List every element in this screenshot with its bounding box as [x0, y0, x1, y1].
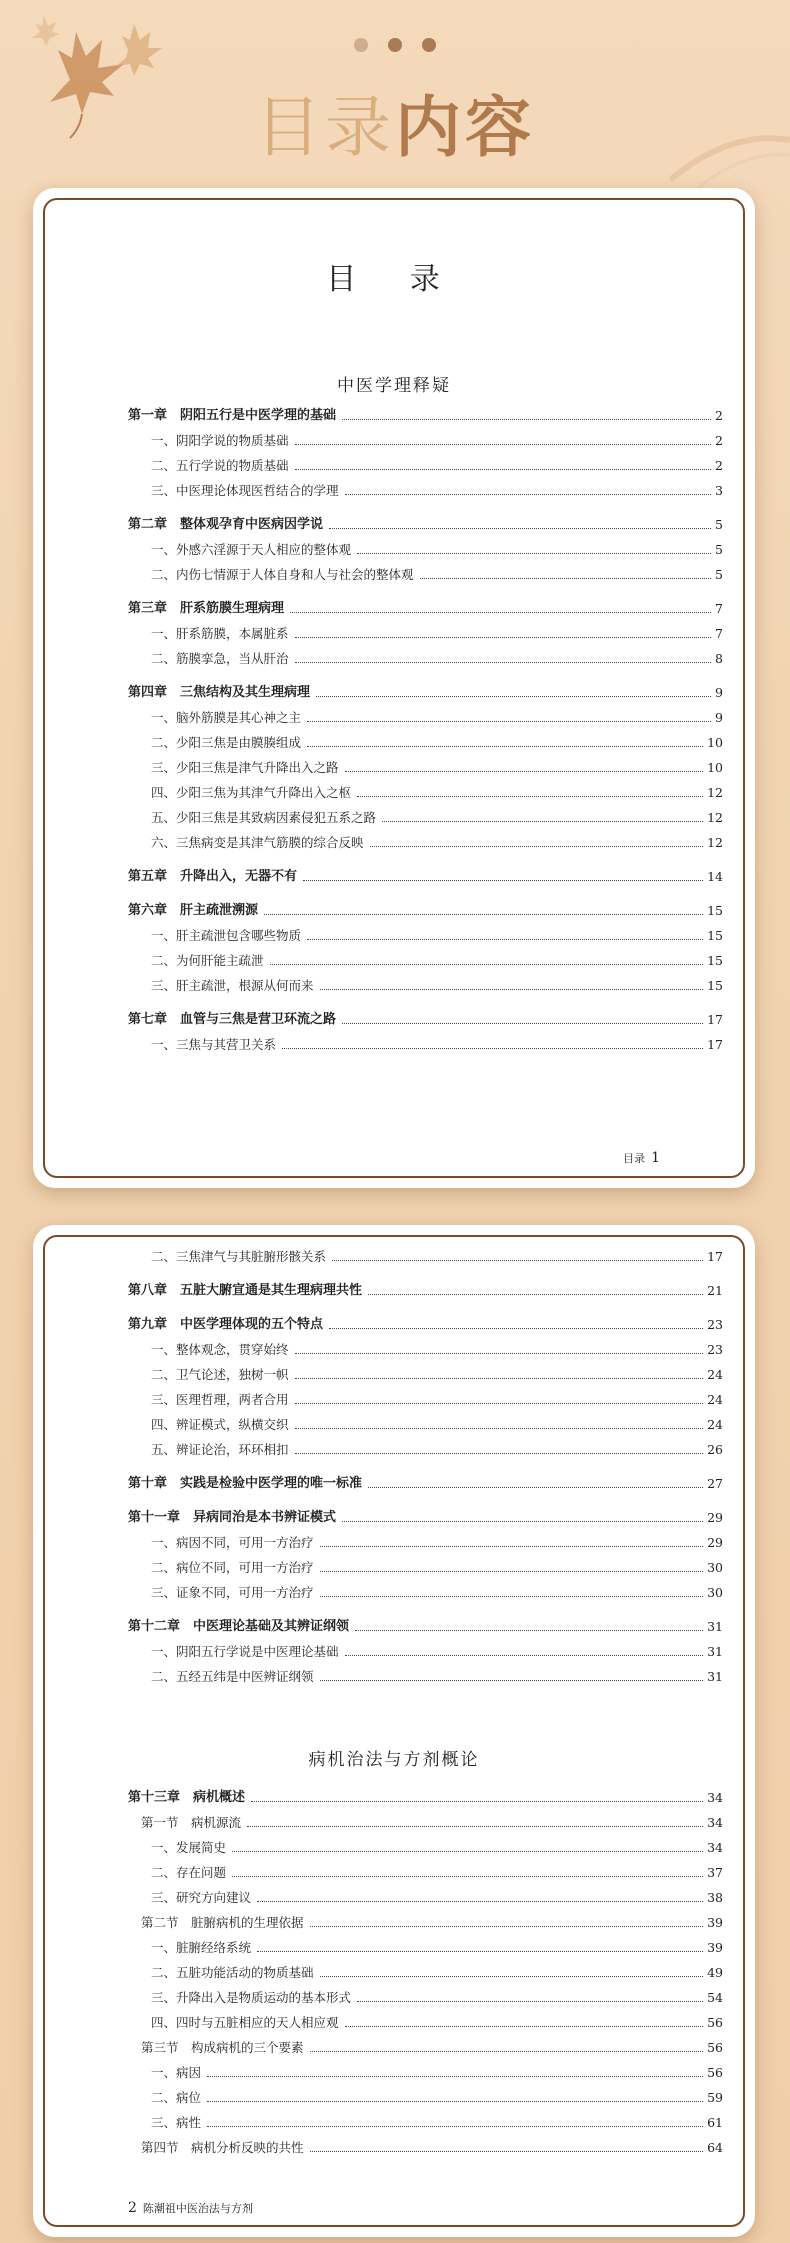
toc-entry-title: 第十二章 中医理论基础及其辨证纲领 — [128, 1619, 350, 1634]
toc-entry-title: 一、阴阳学说的物质基础 — [151, 433, 289, 448]
dot-leader — [232, 1876, 703, 1877]
toc-entry-page: 15 — [707, 928, 723, 943]
toc-section-entry — [151, 735, 723, 751]
dot-leader — [357, 2001, 703, 2002]
toc-entry-title: 二、五行学说的物质基础 — [151, 458, 289, 473]
toc-entry-page: 61 — [707, 2115, 723, 2130]
toc-section-entry — [151, 1990, 723, 2006]
toc-entry-page: 56 — [707, 2040, 723, 2055]
dot-leader — [345, 2026, 704, 2027]
dot-leader — [320, 1546, 704, 1547]
toc-entry-page: 59 — [707, 2090, 723, 2105]
toc-chapter-entry — [128, 869, 723, 885]
toc-section-entry — [151, 978, 723, 994]
dot-leader — [207, 2126, 703, 2127]
toc-entry-title: 二、卫气论述，独树一帜 — [151, 1367, 289, 1382]
toc-entry-title: 三、研究方向建议 — [151, 1890, 252, 1905]
dot-leader — [420, 578, 712, 579]
toc-section-entry — [151, 1560, 723, 1576]
toc-entry-page: 15 — [707, 953, 723, 968]
toc-entry-title: 第十一章 异病同治是本书辨证模式 — [128, 1510, 337, 1525]
toc-section-entry — [151, 1669, 723, 1685]
toc-section-entry — [151, 483, 723, 499]
toc-entry-title: 一、肝主疏泄包含哪些物质 — [151, 928, 302, 943]
page-footer — [128, 2200, 253, 2216]
toc-entry-page: 23 — [707, 1317, 723, 1332]
dot-leader — [342, 419, 711, 420]
toc-entry-title: 一、发展简史 — [151, 1840, 227, 1855]
toc-page-1 — [33, 188, 755, 1188]
toc-section-entry — [151, 760, 723, 776]
toc-chapter-entry — [128, 1317, 723, 1333]
toc-node-entry — [141, 1915, 723, 1931]
toc-section-entry — [151, 1417, 723, 1433]
dot-leader — [320, 989, 704, 990]
dot-leader — [329, 528, 711, 529]
toc-entry-title: 一、病因不同，可用一方治疗 — [151, 1535, 314, 1550]
toc-entry-title: 第二节 脏腑病机的生理依据 — [141, 1915, 304, 1930]
toc-entry-title: 一、病因 — [151, 2065, 202, 2080]
toc-entry-title: 三、病性 — [151, 2115, 202, 2130]
part-title: 病机治法与方剂概论 — [308, 1750, 480, 1770]
dot-leader — [310, 2151, 704, 2152]
toc-entry-title: 第四节 病机分析反映的共性 — [141, 2140, 304, 2155]
toc-section-entry — [151, 1585, 723, 1601]
footer-page-number: 2 — [128, 2200, 137, 2216]
toc-title: 目 录 — [326, 262, 462, 297]
dot-leader — [320, 1976, 704, 1977]
toc-entry-title: 一、整体观念，贯穿始终 — [151, 1342, 289, 1357]
toc-entry-title: 四、四时与五脏相应的天人相应观 — [151, 2015, 339, 2030]
toc-entry-page: 5 — [715, 517, 723, 532]
dot-leader — [295, 1353, 704, 1354]
toc-section-entry — [151, 433, 723, 449]
toc-entry-title: 三、中医理论体现医哲结合的学理 — [151, 483, 339, 498]
dot-leader — [295, 637, 712, 638]
toc-entry-title: 三、医理哲理，两者合用 — [151, 1392, 289, 1407]
toc-section-entry — [151, 2115, 723, 2131]
toc-page-2 — [33, 1225, 755, 2237]
toc-entry-title: 一、外感六淫源于天人相应的整体观 — [151, 542, 352, 557]
toc-entry-page: 5 — [715, 567, 723, 582]
dot-leader — [320, 1596, 704, 1597]
toc-entry-title: 第五章 升降出入，无器不有 — [128, 869, 298, 884]
toc-entry-page: 30 — [707, 1585, 723, 1600]
toc-entry-page: 8 — [715, 651, 723, 666]
toc-entry-page: 15 — [707, 903, 723, 918]
dot-icon — [388, 38, 402, 52]
toc-section-entry — [151, 626, 723, 642]
dot-leader — [368, 1487, 703, 1488]
toc-entry-title: 二、五脏功能活动的物质基础 — [151, 1965, 314, 1980]
toc-section-entry — [151, 1367, 723, 1383]
dot-icon — [422, 38, 436, 52]
dot-leader — [320, 1680, 704, 1681]
toc-entry-page: 24 — [707, 1417, 723, 1432]
dot-leader — [307, 939, 703, 940]
toc-section-entry — [151, 2065, 723, 2081]
footer-page-number: 1 — [651, 1150, 660, 1166]
toc-chapter-entry — [128, 408, 723, 424]
toc-entry-page: 49 — [707, 1965, 723, 1980]
dot-leader — [295, 1428, 704, 1429]
toc-entry-title: 一、脑外筋膜是其心神之主 — [151, 710, 302, 725]
toc-entry-page: 26 — [707, 1442, 723, 1457]
toc-entry-page: 17 — [707, 1249, 723, 1264]
dot-leader — [345, 494, 712, 495]
toc-entry-title: 一、脏腑经络系统 — [151, 1940, 252, 1955]
toc-section-entry — [151, 1865, 723, 1881]
toc-entry-title: 一、阴阳五行学说是中医理论基础 — [151, 1644, 339, 1659]
toc-entry-page: 37 — [707, 1865, 723, 1880]
toc-entry-page: 30 — [707, 1560, 723, 1575]
toc-entry-title: 四、少阳三焦为其津气升降出入之枢 — [151, 785, 352, 800]
toc-entry-page: 23 — [707, 1342, 723, 1357]
toc-entry-page: 15 — [707, 978, 723, 993]
toc-section-entry — [151, 1890, 723, 1906]
toc-section-entry — [151, 1442, 723, 1458]
decorative-dots — [354, 38, 436, 52]
toc-entry-page: 10 — [707, 735, 723, 750]
toc-entry-title: 三、证象不同，可用一方治疗 — [151, 1585, 314, 1600]
dot-leader — [232, 1851, 703, 1852]
dot-leader — [257, 1901, 703, 1902]
page-footer — [623, 1150, 660, 1166]
dot-leader — [307, 721, 711, 722]
toc-entry-title: 二、少阳三焦是由膜腠组成 — [151, 735, 302, 750]
banner-title-light: 目录 — [255, 89, 395, 166]
dot-leader — [310, 1926, 704, 1927]
toc-section-entry — [151, 1037, 723, 1053]
dot-leader — [251, 1801, 703, 1802]
toc-section-entry — [151, 835, 723, 851]
toc-entry-title: 第二章 整体观孕育中医病因学说 — [128, 517, 324, 532]
dot-leader — [320, 1571, 704, 1572]
toc-entry-title: 一、肝系筋膜，本属脏系 — [151, 626, 289, 641]
toc-node-entry — [141, 1815, 723, 1831]
toc-entry-title: 第七章 血管与三焦是营卫环流之路 — [128, 1012, 337, 1027]
toc-entry-page: 56 — [707, 2065, 723, 2080]
toc-entry-page: 31 — [707, 1669, 723, 1684]
toc-entry-title: 二、五经五纬是中医辨证纲领 — [151, 1669, 314, 1684]
toc-entry-page: 7 — [715, 626, 723, 641]
toc-entry-title: 一、三焦与其营卫关系 — [151, 1037, 277, 1052]
toc-entry-page: 24 — [707, 1392, 723, 1407]
toc-section-entry — [151, 953, 723, 969]
toc-chapter-entry — [128, 685, 723, 701]
toc-section-entry — [151, 810, 723, 826]
dot-leader — [303, 880, 703, 881]
dot-leader — [295, 1453, 704, 1454]
toc-section-entry — [151, 1644, 723, 1660]
toc-section-entry — [151, 1342, 723, 1358]
toc-entry-page: 27 — [707, 1476, 723, 1491]
dot-leader — [342, 1023, 703, 1024]
toc-entry-title: 第十章 实践是检验中医学理的唯一标准 — [128, 1476, 363, 1491]
toc-entry-title: 三、肝主疏泄，根源从何而来 — [151, 978, 314, 993]
toc-chapter-entry — [128, 1619, 723, 1635]
toc-section-entry — [151, 710, 723, 726]
dot-leader — [207, 2076, 703, 2077]
dot-leader — [295, 1403, 704, 1404]
toc-section-entry — [151, 1940, 723, 1956]
toc-entry-title: 第三节 构成病机的三个要素 — [141, 2040, 304, 2055]
dot-leader — [282, 1048, 703, 1049]
toc-entry-title: 第四章 三焦结构及其生理病理 — [128, 685, 311, 700]
toc-entry-title: 四、辨证模式，纵横交织 — [151, 1417, 289, 1432]
toc-section-entry — [151, 1249, 723, 1265]
dot-leader — [295, 662, 712, 663]
toc-entry-title: 第三章 肝系筋膜生理病理 — [128, 601, 285, 616]
toc-section-entry — [151, 2015, 723, 2031]
dot-leader — [368, 1294, 703, 1295]
toc-entry-page: 54 — [707, 1990, 723, 2005]
dot-leader — [257, 1951, 703, 1952]
toc-chapter-entry — [128, 1790, 723, 1806]
toc-entry-page: 12 — [707, 835, 723, 850]
dot-leader — [342, 1521, 703, 1522]
toc-section-entry — [151, 1535, 723, 1551]
toc-chapter-entry — [128, 1510, 723, 1526]
toc-entry-page: 2 — [715, 433, 723, 448]
toc-entry-title: 二、存在问题 — [151, 1865, 227, 1880]
toc-entry-page: 21 — [707, 1283, 723, 1298]
toc-entry-title: 三、少阳三焦是津气升降出入之路 — [151, 760, 339, 775]
toc-entry-title: 第九章 中医学理体现的五个特点 — [128, 1317, 324, 1332]
toc-section-entry — [151, 1840, 723, 1856]
toc-entry-page: 38 — [707, 1890, 723, 1905]
toc-entry-title: 第一节 病机源流 — [141, 1815, 242, 1830]
toc-entry-page: 31 — [707, 1619, 723, 1634]
toc-entry-title: 第十三章 病机概述 — [128, 1790, 246, 1805]
dot-leader — [310, 2051, 704, 2052]
toc-entry-page: 2 — [715, 408, 723, 423]
toc-entry-page: 12 — [707, 785, 723, 800]
dot-leader — [357, 796, 703, 797]
toc-entry-title: 三、升降出入是物质运动的基本形式 — [151, 1990, 352, 2005]
dot-leader — [370, 846, 704, 847]
footer-label: 陈潮祖中医治法与方剂 — [142, 2202, 253, 2215]
toc-chapter-entry — [128, 1476, 723, 1492]
dot-leader — [270, 964, 704, 965]
toc-entry-page: 29 — [707, 1535, 723, 1550]
dot-leader — [329, 1328, 703, 1329]
toc-entry-page: 2 — [715, 458, 723, 473]
toc-section-entry — [151, 567, 723, 583]
toc-node-entry — [141, 2040, 723, 2056]
toc-entry-page: 24 — [707, 1367, 723, 1382]
toc-section-entry — [151, 785, 723, 801]
toc-entry-title: 第六章 肝主疏泄溯源 — [128, 903, 259, 918]
toc-section-entry — [151, 928, 723, 944]
toc-section-entry — [151, 651, 723, 667]
dot-leader — [382, 821, 703, 822]
toc-section-entry — [151, 1392, 723, 1408]
toc-entry-title: 六、三焦病变是其津气筋膜的综合反映 — [151, 835, 364, 850]
toc-chapter-entry — [128, 601, 723, 617]
toc-entry-page: 9 — [715, 710, 723, 725]
dot-leader — [345, 1655, 704, 1656]
dot-icon — [354, 38, 368, 52]
toc-entry-title: 二、为何肝能主疏泄 — [151, 953, 264, 968]
toc-entry-page: 7 — [715, 601, 723, 616]
toc-entry-page: 56 — [707, 2015, 723, 2030]
toc-entry-page: 9 — [715, 685, 723, 700]
dot-leader — [355, 1630, 703, 1631]
toc-entry-page: 5 — [715, 542, 723, 557]
toc-entry-title: 二、三焦津气与其脏腑形骸关系 — [151, 1249, 327, 1264]
toc-node-entry — [141, 2140, 723, 2156]
toc-entry-title: 五、少阳三焦是其致病因素侵犯五系之路 — [151, 810, 377, 825]
toc-entry-page: 31 — [707, 1644, 723, 1659]
toc-entry-page: 14 — [707, 869, 723, 884]
dot-leader — [295, 444, 712, 445]
dot-leader — [290, 612, 711, 613]
toc-entry-page: 10 — [707, 760, 723, 775]
toc-chapter-entry — [128, 903, 723, 919]
toc-section-entry — [151, 2090, 723, 2106]
toc-section-entry — [151, 458, 723, 474]
dot-leader — [207, 2101, 703, 2102]
toc-section-entry — [151, 542, 723, 558]
toc-entry-page: 17 — [707, 1037, 723, 1052]
toc-chapter-entry — [128, 517, 723, 533]
toc-entry-page: 17 — [707, 1012, 723, 1027]
toc-section-entry — [151, 1965, 723, 1981]
toc-entry-page: 12 — [707, 810, 723, 825]
toc-entry-page: 39 — [707, 1940, 723, 1955]
toc-entry-page: 34 — [707, 1840, 723, 1855]
banner-title-bold: 内容 — [395, 89, 535, 166]
dot-leader — [295, 469, 712, 470]
toc-entry-page: 64 — [707, 2140, 723, 2155]
toc-chapter-entry — [128, 1283, 723, 1299]
dot-leader — [247, 1826, 703, 1827]
toc-entry-title: 二、筋膜挛急，当从肝治 — [151, 651, 289, 666]
footer-label: 目录 — [623, 1152, 646, 1165]
part-title: 中医学理释疑 — [337, 376, 451, 396]
dot-leader — [345, 771, 704, 772]
toc-entry-title: 五、辨证论治，环环相扣 — [151, 1442, 289, 1457]
header-banner — [0, 0, 790, 185]
toc-entry-page: 34 — [707, 1815, 723, 1830]
dot-leader — [316, 696, 711, 697]
toc-entry-title: 二、病位不同，可用一方治疗 — [151, 1560, 314, 1575]
dot-leader — [307, 746, 703, 747]
toc-entry-page: 39 — [707, 1915, 723, 1930]
toc-entry-page: 3 — [715, 483, 723, 498]
toc-entry-page: 34 — [707, 1790, 723, 1805]
dot-leader — [295, 1378, 704, 1379]
dot-leader — [264, 914, 703, 915]
toc-entry-title: 第八章 五脏大腑宣通是其生理病理共性 — [128, 1283, 363, 1298]
toc-entry-title: 二、病位 — [151, 2090, 202, 2105]
toc-entry-page: 29 — [707, 1510, 723, 1525]
dot-leader — [332, 1260, 703, 1261]
toc-entry-title: 第一章 阴阳五行是中医学理的基础 — [128, 408, 337, 423]
toc-entry-title: 二、内伤七情源于人体自身和人与社会的整体观 — [151, 567, 414, 582]
dot-leader — [357, 553, 711, 554]
toc-chapter-entry — [128, 1012, 723, 1028]
